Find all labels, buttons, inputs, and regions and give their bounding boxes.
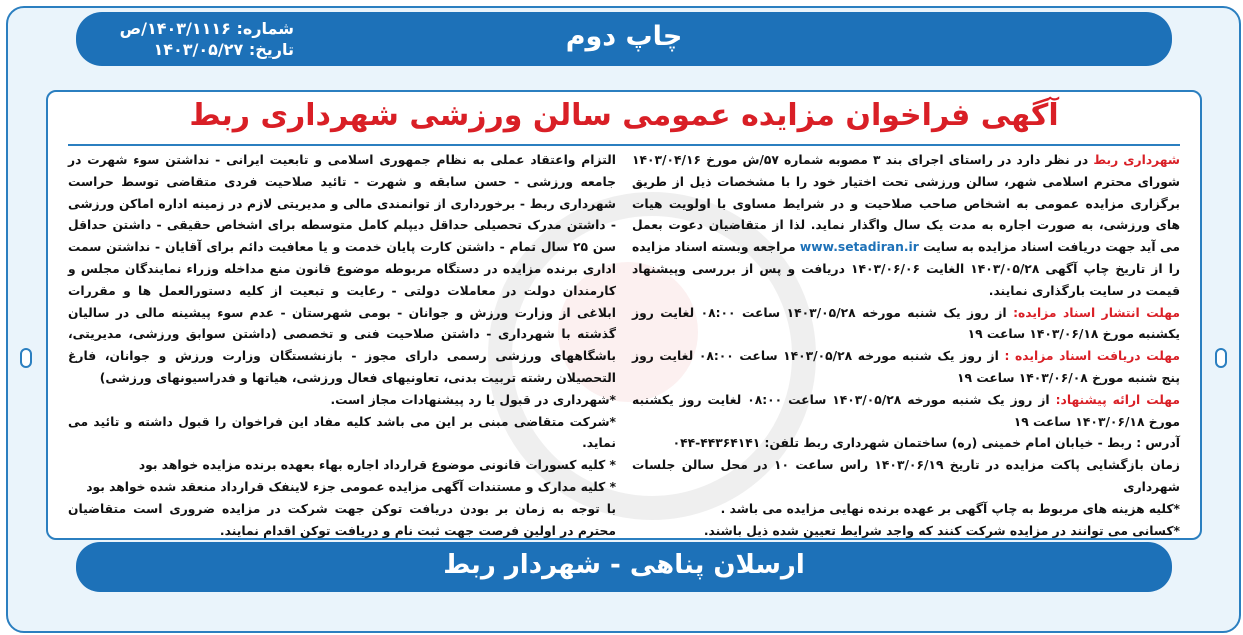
signatory: ارسلان پناهی - شهردار ربط [443, 550, 805, 580]
publish-label: مهلت انتشار اسناد مزایده: [1013, 305, 1180, 320]
intro-text-2: مراجعه وبسته اسناد مزایده را از تاریخ چاپ آگهی ۱۴۰۳/۰۵/۲۸ الغایت ۱۴۰۳/۰۶/۰۶ دریافت و پس از بررسی وپیشنهاد قیمت در سایت بارگذاری نمایند. [632, 240, 1180, 298]
conditions-text: التزام واعتقاد عملی به نظام جمهوری اسلامی و تابعیت ایرانی - نداشتن سوء شهرت در جامعه ورزشی - حسن سابقه و شهرت - تائید صلاحیت فردی متقاضی توسط حراست شهرداری ربط - برخورداری از توانمندی مالی و مدیریتی لازم در زمینه اداره اماکن ورزشی - داشتن مدرک تحصیلی حداقل دیپلم کامل متوسطه برای اشخاص حقیقی - داشتن حداقل سن ۲۵ سال تمام - داشتن کارت پایان خدمت و یا معافیت دائم برای آقایان - نداشتن سمت اداری برنده مزایده در دستگاه مربوطه موضوع قانون منع مداخله وزراء نمایندگان مجلس و کارمندان دولت در معاملات دولتی - رعایت و تبعیت از کلیه دستورالعمل ها و مقررات ابلاغی از وزارت ورزش و جوانان - بومی شهرستان - عدم سوء پیشینه مالی در سالیان گذشته با شهرداری - داشتن صلاحیت فنی و تخصصی (داشتن سوابق ورزشی، مدیریتی، باشگاههای ورزشی رسمی دارای مجوز - بازنشستگان وزارت ورزش و جوانان، فارغ التحصیلان رشته تربیت بدنی، تعاونیهای فعال ورزشی، هیاتها و فدراسیونهای ورزشی) [68, 153, 616, 385]
offer-label: مهلت ارائه پیشنهاد: [1055, 392, 1180, 407]
right-edge-ornament [1215, 348, 1227, 368]
publish-deadline [632, 303, 1180, 347]
org-name: شهرداری ربط [1093, 153, 1180, 167]
notice-panel [46, 90, 1202, 540]
publish-text: از روز یک شنبه مورخه ۱۴۰۳/۰۵/۲۸ ساعت ۰۸:۰۰ لغایت روز یکشنبه مورخ ۱۴۰۳/۰۶/۱۸ ساعت ۱۹ [632, 305, 1180, 342]
eligibility-note: *کسانی می توانند در مزایده شرکت کنند که واجد شرایط تعیین شده ذیل باشند. [703, 523, 1180, 538]
receive-label: مهلت دریافت اسناد مزایده : [1004, 349, 1180, 364]
offer-text: از روز یک شنبه مورخه ۱۴۰۳/۰۵/۲۸ ساعت ۰۸:۰۰ لغایت روز یکشنبه مورخ ۱۴۰۳/۰۶/۱۸ ساعت ۱۹ [632, 392, 1180, 429]
receive-text: از روز یک شنبه مورخه ۱۴۰۳/۰۵/۲۸ ساعت ۰۸:۰۰ لغایت روز پنج شنبه مورخ ۱۴۰۳/۰۶/۰۸ ساعت ۱۹ [632, 349, 1180, 385]
cost-note: *کلیه هزینه های مربوط به چاپ آگهی بر عهده برنده نهایی مزایده می باشد . [720, 501, 1180, 516]
footer-bar [76, 542, 1172, 592]
notice-title: آگهی فراخوان مزایده عمومی سالن ورزشی شهرداری ربط [189, 98, 1059, 133]
deductions-note: * کلیه کسورات قانونی موضوع قرارداد اجاره بهاء بعهده برنده مزایده خواهد بود [138, 458, 616, 473]
opening-time: زمان بازگشایی پاکت مزایده در تاریخ ۱۴۰۳/۰۶/۱۹ راس ساعت ۱۰ در محل سالن جلسات شهرداری [632, 458, 1181, 494]
notice-frame [6, 6, 1241, 633]
reference-number: شماره: ۱۴۰۳/۱۱۱۶/ص [119, 19, 294, 38]
reference-date: تاریخ: ۱۴۰۳/۰۵/۲۷ [153, 40, 294, 59]
token-note: با توجه به زمان بر بودن دریافت توکن جهت شرکت در مزایده ضروری است متقاضیان محترم در اولین فرصت جهت ثبت نام و دریافت توکن اقدام نمایند. [68, 501, 616, 538]
left-column [68, 150, 616, 538]
offer-deadline [632, 390, 1180, 434]
title-divider [68, 144, 1180, 146]
receive-deadline [632, 346, 1180, 390]
intro-text: در نظر دارد در راستای اجرای بند ۳ مصوبه شماره ۵۷/ش مورخ ۱۴۰۳/۰۴/۱۶ شورای محترم اسلامی شهر، سالن ورزشی تحت اختیار خود را با مشخصات ذیل از طریق برگزاری مزایده عمومی به اشخاص صاحب صلاحیت و در شرایط مساوی با اولویت هیات های ورزشی، به صورت اجاره به مدت یک سال واگذار نماید. لذا از متقاضیان دعوت بعمل می آید جهت دریافت اسناد مزایده به سایت [632, 153, 1180, 255]
header-bar [76, 12, 1172, 66]
address: آدرس : ربط - خیابان امام خمینی (ره) ساختمان شهرداری ربط تلفن: ۴۴۳۶۴۱۴۱-۰۴۴ [672, 436, 1180, 451]
rights-note: *شهرداری در قبول یا رد پیشنهادات مجاز است. [330, 392, 616, 407]
left-edge-ornament [20, 348, 32, 368]
intro-paragraph [632, 150, 1180, 303]
right-column [632, 150, 1181, 538]
documents-note: * کلیه مدارک و مستندات آگهی مزایده عمومی جزء لاینفک قرارداد منعقد شده خواهد بود [86, 479, 616, 494]
print-label: چاپ دوم [565, 21, 683, 52]
setad-link[interactable]: www.setadiran.ir [799, 240, 919, 255]
participation-note: *شرکت متقاضی مبنی بر این می باشد کلیه مفاد این فراخوان را قبول داشته و تائید می نماید. [68, 414, 616, 451]
reference-block [104, 18, 294, 60]
